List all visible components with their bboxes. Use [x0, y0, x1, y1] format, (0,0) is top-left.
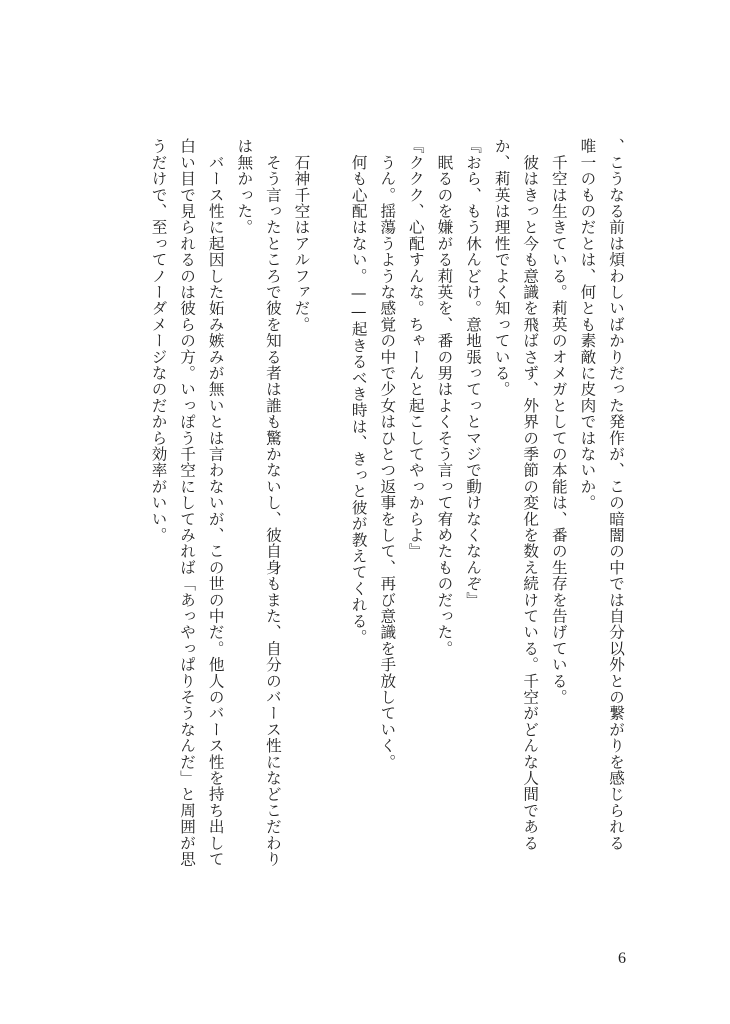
text-line: は無かった。 [235, 138, 254, 236]
text-line: 千空は生きている。莉英のオメガとしての本能は、番の生存を告げている。 [549, 138, 568, 705]
text-line: バース性に起因した妬み嫉みが無いとは言わないが、この世の中だ。他人のバース性を持ち出して [206, 138, 225, 867]
text-line: 唯一のものだとは、何とも素敵に皮肉ではないか。 [578, 138, 597, 511]
text-line: 眠るのを嫌がる莉英を、番の男はよくそう言って宥めたものだった。 [435, 138, 454, 657]
text-line: 彼はきっと今も意識を飛ばさず、外界の季節の変化を数え続けている。千空がどんな人間である [521, 138, 540, 851]
text-line: 白い目で見られるのは彼らの方。いっぽう千空にしてみれば「あっやっぱりそうなんだ」と周囲が思 [178, 138, 197, 867]
text-line: そう言ったところで彼を知る者は誰も驚かないし、彼自身もまた、自分のバース性になどこだわり [263, 138, 282, 867]
text-line: 『おら、もう休んどけ。意地張ってっとマジで動けなくなんぞ』 [464, 138, 483, 608]
text-line: か、莉英は理性でよく知っている。 [492, 138, 511, 398]
text-line: 、こうなる前は煩わしいばかりだった発作が、この暗闇の中では自分以外との繋がりを感じられる [607, 138, 625, 851]
text-line: うん。揺蕩うような感覚の中で少女はひとつ返事をして、再び意識を手放していく。 [378, 138, 397, 770]
text-line: 石神千空はアルファだ。 [292, 138, 311, 333]
page-number: 6 [618, 950, 626, 967]
text-line: 何も心配はない。——起きるべき時は、きっと彼が教えてくれる。 [349, 138, 368, 645]
text-line: うだけで、至ってノーダメージなのだから効率がいい。 [149, 138, 168, 543]
text-line: 『ククク、心配すんな。ちゃーんと起こしてやっからよ』 [406, 138, 425, 560]
vertical-text-body [70, 138, 630, 908]
blank-line [315, 138, 344, 908]
